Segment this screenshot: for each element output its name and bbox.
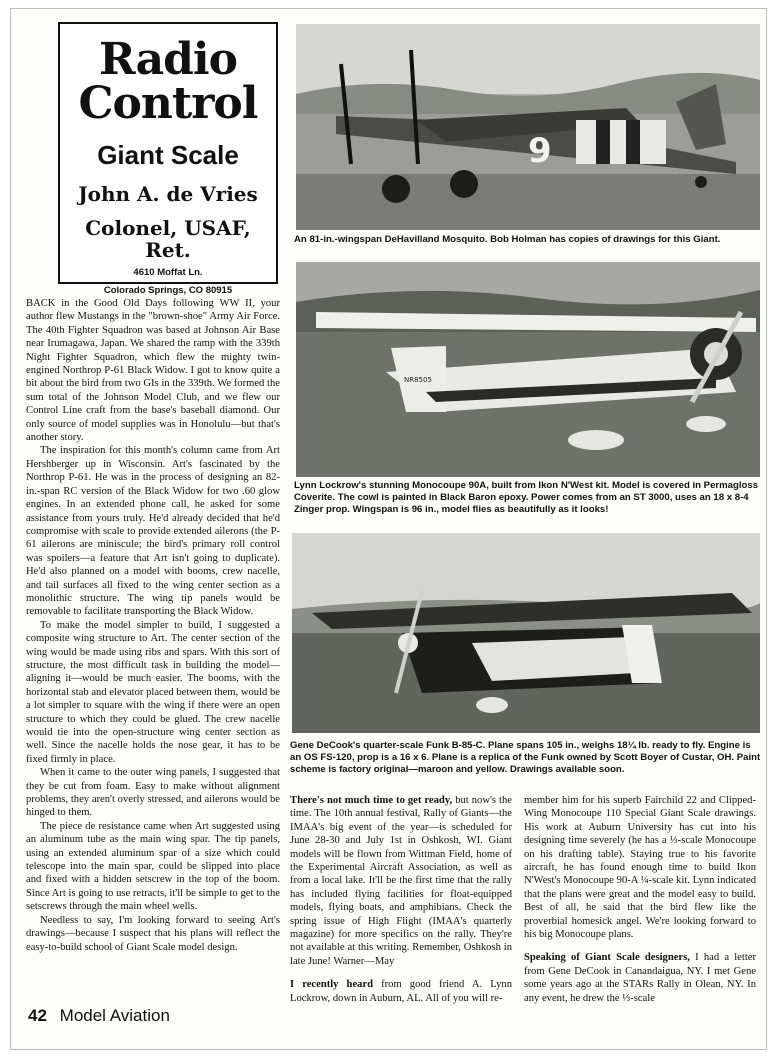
col2-lead-2: I recently heard (290, 979, 374, 991)
magazine-name: Model Aviation (59, 1006, 170, 1025)
photo-funk (292, 533, 760, 733)
author-rank: Colonel, USAF, Ret. (85, 216, 251, 262)
article-column-2 (290, 794, 512, 1005)
subtitle-giant-scale: Giant Scale (97, 140, 239, 170)
photo-monocoupe (296, 262, 760, 477)
col3-paragraph-1 (524, 794, 756, 941)
caption-monocoupe: Lynn Lockrow's stunning Monocoupe 90A, built from Ikon N'West kit. Model is covered in Permagloss Coverite. The cowl is painted in Black Baron epoxy. Power comes from an ST 3000, uses an 18 x 8-4 Zinger prop. Wingspan is 96 in., model flies as beautifully as it looks! (294, 480, 759, 515)
photo-mosquito (296, 24, 760, 230)
author-address-line2: Colorado Springs, CO 80915 (103, 285, 233, 296)
col3-lead-2: Speaking of Giant Scale designers, (524, 952, 690, 964)
author-name: John A. de Vries (78, 182, 258, 206)
page-footer (28, 1006, 170, 1026)
title-control: Control (78, 78, 258, 129)
col1-paragraph-3: To make the model simpler to build, I suggested a composite wing structure to Art. The center section of the wing would be made using ribs and spars. With this sort of structure, the most difficult task in building the model—aligning it—would be much easier. The booms, with the horizontal stab and elevator placed between them, would be a lot simpler to square with the wing if there were an open structure to which they could be glued. The crew nacelle would tie into the open-structure wing center section as well. Since the nacelle holds the nose gear, it has to be fixed firmly in place. (26, 619, 280, 765)
col3-paragraph-2 (524, 951, 756, 1005)
col3-text-2: I had a letter from Gene DeCook in Canandaigua, NY. I met Gene some years ago at the STARs Rally in Olean, NY. In any event, he drew the ⅓-scale (524, 952, 756, 1004)
page-number: 42 (28, 1006, 47, 1025)
col1-paragraph-6: Needless to say, I'm looking forward to seeing Art's drawings—because I suspect that his plans will reflect the easy-to-build school of Giant Scale model design. (26, 914, 280, 953)
caption-mosquito: An 81-in.-wingspan DeHavilland Mosquito. Bob Holman has copies of drawings for this Giant. (294, 234, 721, 245)
col2-text-2: from good friend A. Lynn Lockrow, down in Auburn, AL. All of you will re- (290, 979, 512, 1004)
col2-text-1: but now's the time. The 10th annual festival, Rally of Giants—the IMAA's big event of the year—is scheduled for June 28-30 and July 1st in Oshkosh, WI. Giant models will be flown from Wittman Field, home of the Experimental Aircraft Association, as well as from a local lake. It'll be the first time that the rally has included flying facilities for float-equipped models, flying boats, and amphibians. Check the spring issue of High Flight (IMAA's quarterly magazine) for more specifics on the rally. They're not available at this writing. Remember, Oshkosh in late June! Warner—May (290, 795, 512, 967)
col1-paragraph-4: When it came to the outer wing panels, I suggested that they be cut from foam. Easy to make without alignment problems, they aren't overly stressed, and ailerons would be hinged to them. (26, 767, 280, 819)
column-title-box (58, 22, 278, 296)
author-address-line1: 4610 Moffat Ln. (133, 267, 203, 278)
caption-funk: Gene DeCook's quarter-scale Funk B-85-C. Plane spans 105 in., weighs 18¼ lb. ready to fly. Engine is an OS FS-120, prop is a 16 x 6. Plane is a replica of the Funk owned by Scott Boyer of Custar, OH. Paint scheme is factory original—maroon and yellow. Drawings available soon. (290, 740, 761, 775)
col1-paragraph-5: The piece de resistance came when Art suggested using an aluminum tube as the main wing spar. The tip panels, using an extended aluminum spar of a size which could telescope into the main spar, could be slipped into place and fixed with a hidden setscrew in the top of the boom. Since Art is going to use retracts, it'll be simple to get to the setscrews through the main wheel wells. (26, 820, 280, 913)
col2-paragraph-2 (290, 978, 512, 1005)
col2-lead-1: There's not much time to get ready, (290, 795, 453, 806)
col1-paragraph-2: The inspiration for this month's column came from Art Hershberger up in Wisconsin. Art's fascinated by the Northrop P-61. He was in the process of designing an 82-in.-span RC version of the Black Widow for two .60 glow engines. In an extended phone call, he asked for some assistance from yours truly. He'd already decided that he'd compromise with scale to provide extended ailerons (the P-61 ailerons are miniscule; the bird's primary roll control was spoilers—a feature that Art isn't going to duplicate). He'd also planned on a model with booms, crew nacelle, and tail surfaces all fixed to the wing center section as a monolithic structure. The wing tip panels would be removable to facilitate transporting the Black Widow. (26, 445, 280, 618)
article-column-1 (26, 297, 280, 954)
mosquito-marking: 9 (528, 131, 552, 171)
monocoupe-registration: NR8505 (404, 376, 432, 384)
col1-paragraph-1: BACK in the Good Old Days following WW II, your author flew Mustangs in the "brown-shoe" Army Air Force. The 40th Fighter Squadron was based at Johnson Air Base near Irumagawa, Japan. We shared the ramp with the 339th Night Fighter Squadron, which flew the mighty twin-engined Northrop P-61 Black Widow. I got to know quite a bit about the bird from two GIs in the 339th. We formed the sum total of the Johnson Model Club, and we flew our Control Line craft from the base's baseball diamond. Our only source of model supplies was in Honolulu—but that's another story. (26, 298, 280, 444)
article-column-3 (524, 794, 756, 1005)
title-radio: Radio (99, 34, 237, 85)
col3-text-1: member him for his superb Fairchild 22 and Clipped-Wing Monocoupe 110 Special Giant Scale drawings. His work at Auburn University has cut into his designing time severely (he has a ⅓-scale Monocoupe on his drafting table). Staying true to his favorite aircraft, he has found enough time to build Ikon N'West's Monocoupe 90-A ¼-scale kit. Lynn indicated that the plans were great and the model easy to build. Best of all, he said that the bird flew like the proverbial homesick angel. We're looking forward to his big Monocoupe plans. (524, 795, 756, 941)
col2-paragraph-1 (290, 794, 512, 968)
